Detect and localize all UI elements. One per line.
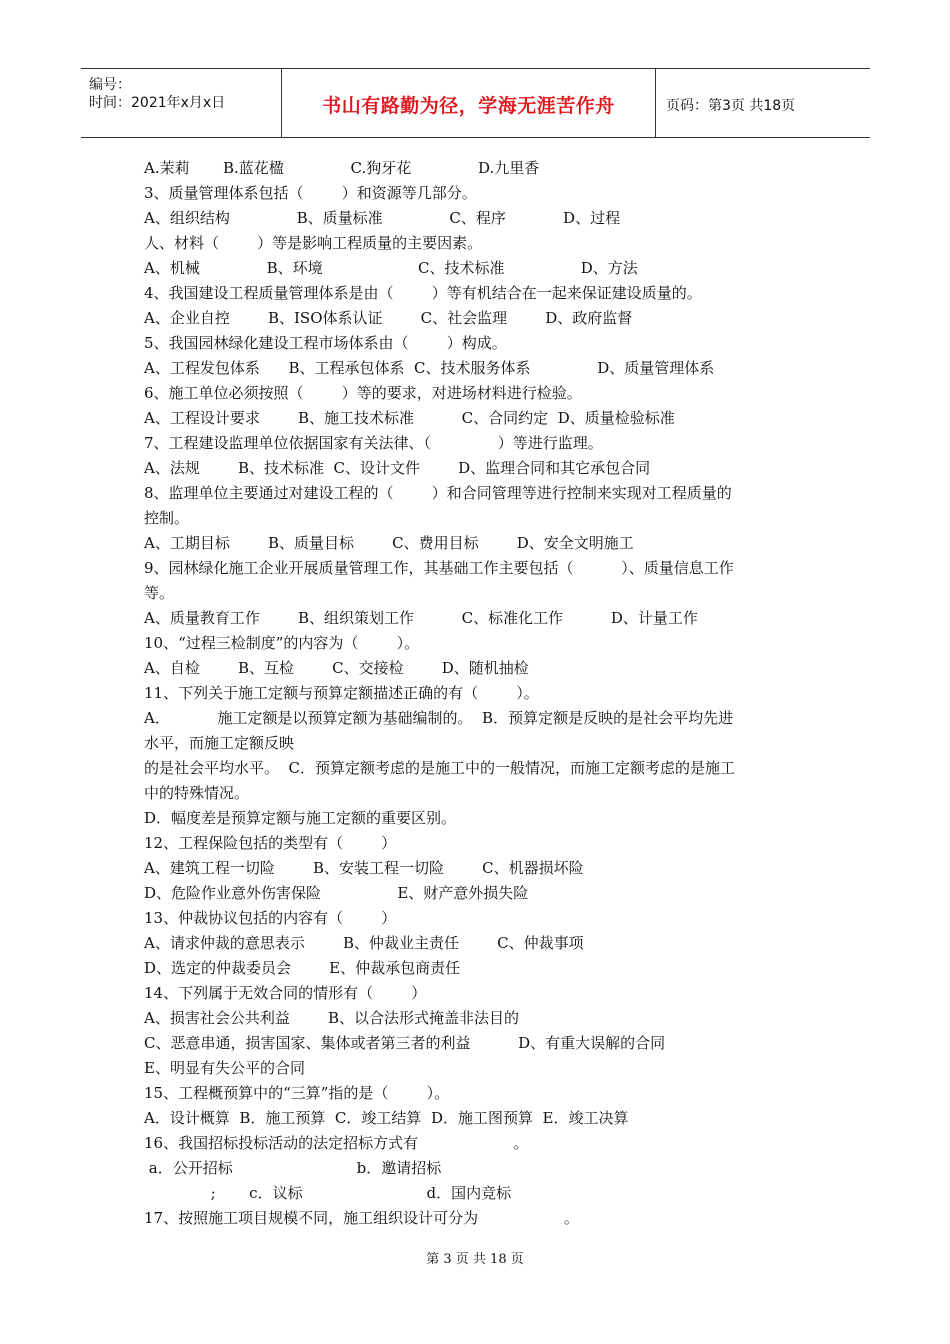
text-line: A、质量教育工作 B、组织策划工作 C、标准化工作 D、计量工作 [144,609,698,627]
text-line: a．公开招标 b．邀请招标 [144,1159,442,1177]
text-line: 16、我国招标投标活动的法定招标方式有 。 [144,1134,529,1152]
date-label: 时间：2021年x月x日 [89,95,226,111]
text-line: 人、材料（ ）等是影响工程质量的主要因素。 [144,234,483,252]
text-line: A、工程发包体系 B、工程承包体系 C、技术服务体系 D、质量管理体系 [144,359,715,377]
text-line: A、损害社会公共利益 B、以合法形式掩盖非法目的 [144,1009,520,1027]
text-line: 5、我国园林绿化建设工程市场体系由（ ）构成。 [144,334,507,352]
text-line: 水平，而施工定额反映 [144,734,295,752]
motto: 书山有路勤为径，学海无涯苦作舟 [322,95,615,117]
text-line: D、选定的仲裁委员会 E、仲裁承包商责任 [144,959,461,977]
text-line: 11、下列关于施工定额与预算定额描述正确的有（ ）。 [144,684,539,702]
text-line: A、自检 B、互检 C、交接检 D、随机抽检 [144,659,529,677]
text-line: 17、按照施工项目规模不同，施工组织设计可分为 。 [144,1209,579,1227]
text-line: 的是社会平均水平。 C．预算定额考虑的是施工中的一般情况，而施工定额考虑的是施工 [144,759,736,777]
text-line: A、请求仲裁的意思表示 B、仲裁业主责任 C、仲裁事项 [144,934,584,952]
text-line: 控制。 [144,509,190,527]
text-line: 14、下列属于无效合同的情形有（ ） [144,984,427,1002]
header-motto-cell [282,69,656,137]
text-line: 15、工程概预算中的“三算”指的是（ ）。 [144,1084,450,1102]
text-line: C、恶意串通，损害国家、集体或者第三者的利益 D、有重大误解的合同 [144,1034,666,1052]
text-line: 等。 [144,584,175,602]
header-info-cell [81,69,282,137]
page-number: 页码：第3页 共18页 [666,98,796,114]
header-page-cell [656,69,870,137]
text-line: A、法规 B、技术标准 C、设计文件 D、监理合同和其它承包合同 [144,459,651,477]
text-line: 12、工程保险包括的类型有（ ） [144,834,397,852]
text-line: D、危险作业意外伤害保险 E、财产意外损失险 [144,884,529,902]
text-line: E、明显有失公平的合同 [144,1059,305,1077]
text-line: A、企业自控 B、ISO体系认证 C、社会监理 D、政府监督 [144,309,633,327]
code-label: 编号： [89,77,131,93]
text-line: 7、工程建设监理单位依据国家有关法律、（ ）等进行监理。 [144,434,603,452]
text-line: 10、“过程三检制度”的内容为（ ）。 [144,634,420,652]
text-line: D．幅度差是预算定额与施工定额的重要区别。 [144,809,457,827]
page-header [81,68,870,138]
text-line: A、机械 B、环境 C、技术标准 D、方法 [144,259,638,277]
text-line: A、组织结构 B、质量标准 C、程序 D、过程 [144,209,621,227]
text-line: A． 施工定额是以预算定额为基础编制的。 B．预算定额是反映的是社会平均先进 [144,709,734,727]
text-line: 8、监理单位主要通过对建设工程的（ ）和合同管理等进行控制来实现对工程质量的 [144,484,732,502]
text-line: 4、我国建设工程质量管理体系是由（ ）等有机结合在一起来保证建设质量的。 [144,284,702,302]
text-line: 13、仲裁协议包括的内容有（ ） [144,909,397,927]
text-line: A、工程设计要求 B、施工技术标准 C、合同约定 D、质量检验标准 [144,409,675,427]
text-line: 3、质量管理体系包括（ ）和资源等几部分。 [144,184,477,202]
text-line: A．设计概算 B．施工预算 C．竣工结算 D．施工图预算 E．竣工决算 [144,1109,629,1127]
text-line: 9、园林绿化施工企业开展质量管理工作，其基础工作主要包括（ ）、质量信息工作 [144,559,734,577]
text-line: A、工期目标 B、质量目标 C、费用目标 D、安全文明施工 [144,534,634,552]
text-line: A.茉莉 B.蓝花楹 C.狗牙花 D.九里香 [144,159,540,177]
text-line: 中的特殊情况。 [144,784,250,802]
text-line: 6、施工单位必须按照（ ）等的要求，对进场材料进行检验。 [144,384,582,402]
text-line: ; c．议标 d．国内竞标 [144,1184,512,1202]
page-footer: 第 3 页 共 18 页 [426,1252,524,1267]
text-line: A、建筑工程一切险 B、安装工程一切险 C、机器损坏险 [144,859,584,877]
